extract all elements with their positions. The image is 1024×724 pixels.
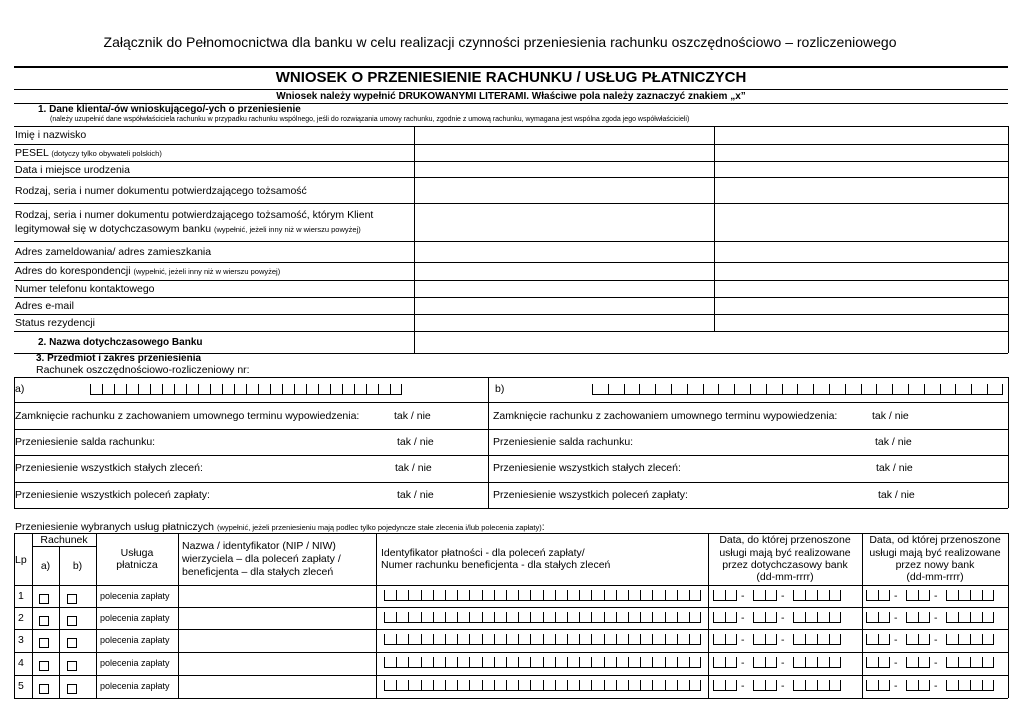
identifier-digit-box[interactable]	[457, 680, 469, 691]
label-residency: Status rezydencji	[15, 317, 95, 329]
identifier-digit-box[interactable]	[408, 680, 420, 691]
row-lp: 1	[18, 590, 24, 602]
balance-yes-no-b[interactable]: tak / nie	[875, 436, 912, 448]
date-separator: -	[934, 634, 938, 646]
date-separator: -	[894, 680, 898, 692]
identifier-digit-box[interactable]	[469, 680, 481, 691]
identifier-digit-box[interactable]	[518, 680, 530, 691]
identifier-digit-box[interactable]	[421, 680, 433, 691]
date-new-digit-box[interactable]	[958, 680, 970, 691]
services-intro: Przeniesienie wybranych usług płatniczych (wypełnić, jeżeli przeniesieniu mają podlec tylko pojedyncze stałe zlecenia i/lub polecenia zapłaty):	[15, 521, 545, 533]
identifier-digit-box[interactable]	[591, 680, 603, 691]
account-b-checkbox[interactable]	[67, 684, 77, 694]
identifier-digit-box[interactable]	[384, 680, 396, 691]
header-account: Rachunek	[40, 534, 88, 546]
date-separator: -	[934, 680, 938, 692]
label-id-document-old-2: legitymował się w dotychczasowym banku (wypełnić, jeżeli inny niż w wierszu powyżej)	[15, 223, 361, 235]
account-b-label: b)	[495, 383, 505, 395]
identifier-digit-box[interactable]	[628, 680, 640, 691]
fill-instruction: Wniosek należy wypełnić DRUKOWANYMI LITERAMI. Właściwe pola należy zaznaczyć znakiem „x”	[276, 91, 746, 102]
date-separator: -	[741, 590, 745, 602]
date-old-digit-box[interactable]	[829, 680, 841, 691]
header-identifier-2: Numer rachunku beneficjenta - dla stałych zleceń	[381, 559, 611, 571]
label-address: Adres zameldowania/ adres zamieszkania	[15, 246, 212, 258]
identifier-digit-box[interactable]	[640, 680, 652, 691]
direct-debits-yes-no-a[interactable]: tak / nie	[397, 489, 434, 501]
date-separator: -	[781, 657, 785, 669]
identifier-digit-box[interactable]	[677, 680, 689, 691]
identifier-digit-box[interactable]	[445, 680, 457, 691]
label-phone: Numer telefonu kontaktowego	[15, 283, 155, 295]
label-email: Adres e-mail	[15, 300, 74, 312]
date-separator: -	[894, 634, 898, 646]
row-service: polecenia zapłaty	[100, 635, 170, 645]
direct-debits-yes-no-b[interactable]: tak / nie	[878, 489, 915, 501]
standing-orders-yes-no-a[interactable]: tak / nie	[395, 462, 432, 474]
date-separator: -	[934, 657, 938, 669]
date-new-digit-box[interactable]	[946, 680, 958, 691]
header-account-a: a)	[40, 560, 51, 572]
header-date-old-4: (dd-mm-rrrr)	[756, 571, 814, 583]
header-date-new-2: usługi mają być realizowane	[869, 547, 1001, 559]
identifier-digit-box[interactable]	[494, 680, 506, 691]
row-service: polecenia zapłaty	[100, 681, 170, 691]
date-old-digit-box[interactable]	[765, 680, 777, 691]
balance-label-b: Przeniesienie salda rachunku:	[493, 436, 634, 448]
header-identifier-1: Identyfikator płatności - dla poleceń zapłaty/	[381, 547, 585, 559]
close-account-yes-no-a[interactable]: tak / nie	[394, 410, 431, 422]
standing-orders-label: Przeniesienie wszystkich stałych zleceń:	[15, 462, 203, 474]
date-separator: -	[934, 590, 938, 602]
header-payee-2: wierzyciela – dla poleceń zapłaty /	[182, 553, 341, 565]
label-id-document: Rodzaj, seria i numer dokumentu potwierdzającego tożsamość	[15, 185, 307, 197]
date-old-digit-box[interactable]	[713, 680, 725, 691]
date-separator: -	[894, 612, 898, 624]
section2-heading: 2. Nazwa dotychczasowego Banku	[38, 337, 203, 348]
date-old-digit-box[interactable]	[793, 680, 805, 691]
standing-orders-yes-no-b[interactable]: tak / nie	[876, 462, 913, 474]
identifier-digit-box[interactable]	[689, 680, 701, 691]
date-old-digit-box[interactable]	[753, 680, 765, 691]
label-birth: Data i miejsce urodzenia	[15, 164, 130, 176]
date-separator: -	[894, 590, 898, 602]
identifier-digit-box[interactable]	[652, 680, 664, 691]
date-separator: -	[741, 680, 745, 692]
identifier-digit-box[interactable]	[665, 680, 677, 691]
balance-yes-no-a[interactable]: tak / nie	[397, 436, 434, 448]
date-new-digit-box[interactable]	[918, 680, 930, 691]
date-old-digit-box[interactable]	[805, 680, 817, 691]
date-separator: -	[894, 657, 898, 669]
identifier-digit-box[interactable]	[616, 680, 628, 691]
header-account-b: b)	[72, 560, 83, 572]
row-lp: 5	[18, 680, 24, 692]
identifier-digit-box[interactable]	[555, 680, 567, 691]
attachment-note: Załącznik do Pełnomocnictwa dla banku w celu realizacji czynności przeniesienia rachunku oszczędnościowo – rozliczeniowego	[103, 34, 897, 50]
row-lp: 3	[18, 634, 24, 646]
identifier-digit-box[interactable]	[543, 680, 555, 691]
row-service: polecenia zapłaty	[100, 658, 170, 668]
header-payee-1: Nazwa / identyfikator (NIP / NIW)	[182, 540, 336, 552]
row-service: polecenia zapłaty	[100, 613, 170, 623]
standing-orders-label-b: Przeniesienie wszystkich stałych zleceń:	[493, 462, 681, 474]
header-date-old-3: przez dotychczasowy bank	[722, 559, 848, 571]
section1-note: (należy uzupełnić dane współwłaściciela rachunku w przypadku rachunku wspólnego, jeśli do rozwiązania umowy rachunku, zgodnie z umową rachunku, wymagana jest wspólna zgoda jego współwłaścicieli)	[50, 116, 690, 123]
identifier-boxes[interactable]	[384, 680, 704, 691]
label-pesel: PESEL (dotyczy tylko obywateli polskich)	[15, 147, 162, 159]
date-separator: -	[781, 612, 785, 624]
identifier-digit-box[interactable]	[579, 680, 591, 691]
date-new-digit-box[interactable]	[866, 680, 878, 691]
identifier-digit-box[interactable]	[396, 680, 408, 691]
label-corr-address: Adres do korespondencji (wypełnić, jeżeli inny niż w wierszu powyżej)	[15, 265, 281, 277]
date-separator: -	[741, 612, 745, 624]
direct-debits-label-b: Przeniesienie wszystkich poleceń zapłaty:	[493, 489, 688, 501]
header-date-new-3: przez nowy bank	[895, 559, 975, 571]
label-id-document-old: Rodzaj, seria i numer dokumentu potwierdzającego tożsamość, którym Klient	[15, 209, 374, 221]
header-date-new-1: Data, od której przenoszone	[869, 534, 1001, 546]
account-label: Rachunek oszczędnościowo-rozliczeniowy nr:	[36, 364, 250, 376]
identifier-digit-box[interactable]	[506, 680, 518, 691]
identifier-digit-box[interactable]	[482, 680, 494, 691]
identifier-digit-box[interactable]	[433, 680, 445, 691]
account-a-label: a)	[15, 383, 25, 395]
header-date-old-1: Data, do której przenoszone	[719, 534, 851, 546]
payee-input[interactable]	[179, 676, 376, 696]
header-date-new-4: (dd-mm-rrrr)	[906, 571, 964, 583]
date-separator: -	[741, 634, 745, 646]
date-separator: -	[934, 612, 938, 624]
identifier-digit-box[interactable]	[530, 680, 542, 691]
label-name: Imię i nazwisko	[15, 129, 87, 141]
header-service-2: płatnicza	[116, 559, 158, 571]
close-account-label: Zamknięcie rachunku z zachowaniem umownego terminu wypowiedzenia:	[15, 410, 360, 422]
date-new-digit-box[interactable]	[982, 680, 994, 691]
date-separator: -	[781, 590, 785, 602]
date-separator: -	[781, 680, 785, 692]
date-old-boxes[interactable]	[713, 680, 853, 691]
date-new-boxes[interactable]	[866, 680, 1006, 691]
date-separator: -	[741, 657, 745, 669]
form-title: WNIOSEK O PRZENIESIENIE RACHUNKU / USŁUG PŁATNICZYCH	[275, 69, 747, 86]
identifier-digit-box[interactable]	[567, 680, 579, 691]
row-lp: 2	[18, 612, 24, 624]
date-separator: -	[781, 634, 785, 646]
section3-heading: 3. Przedmiot i zakres przeniesienia	[36, 353, 202, 364]
header-service-1: Usługa	[120, 547, 154, 559]
close-account-yes-no-b[interactable]: tak / nie	[872, 410, 909, 422]
section1-heading: 1. Dane klienta/-ów wnioskującego/-ych o przeniesienie	[38, 104, 301, 115]
header-payee-3: beneficjenta – dla stałych zleceń	[182, 566, 334, 578]
date-new-digit-box[interactable]	[906, 680, 918, 691]
row-lp: 4	[18, 657, 24, 669]
date-old-digit-box[interactable]	[725, 680, 737, 691]
header-lp: Lp	[15, 554, 27, 566]
row-service: polecenia zapłaty	[100, 591, 170, 601]
date-new-digit-box[interactable]	[970, 680, 982, 691]
balance-label: Przeniesienie salda rachunku:	[15, 436, 156, 448]
account-a-checkbox[interactable]	[39, 684, 49, 694]
date-old-digit-box[interactable]	[817, 680, 829, 691]
header-date-old-2: usługi mają być realizowane	[719, 547, 851, 559]
close-account-label-b: Zamknięcie rachunku z zachowaniem umownego terminu wypowiedzenia:	[493, 410, 838, 422]
identifier-digit-box[interactable]	[604, 680, 616, 691]
date-new-digit-box[interactable]	[878, 680, 890, 691]
direct-debits-label: Przeniesienie wszystkich poleceń zapłaty:	[15, 489, 210, 501]
